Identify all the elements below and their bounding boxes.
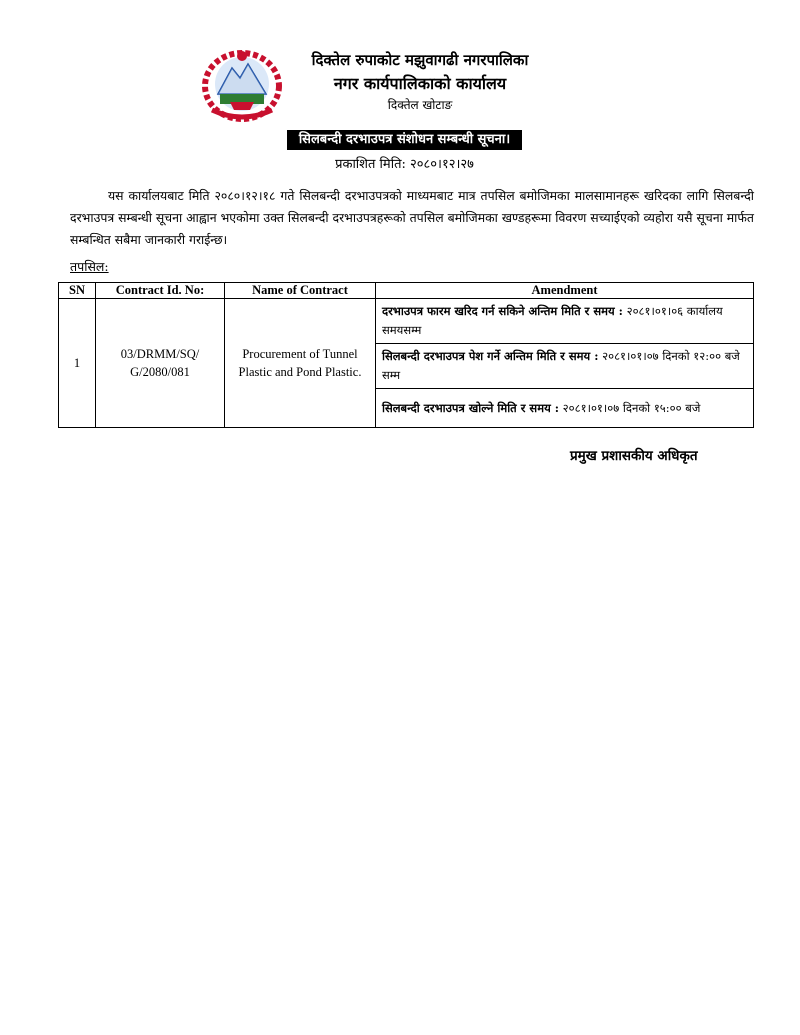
amendment-label: सिलबन्दी दरभाउपत्र खोल्ने मिति र समय :: [382, 400, 560, 415]
header-contract-id: Contract Id. No:: [96, 283, 225, 299]
notice-body: यस कार्यालयबाट मिति २०८०।१२।१८ गते सिलबन्दी दरभाउपत्रको माध्यमबाट मात्र तपसिल बमोजिमका मालसामानहरू खरिदका लागि सिलबन्दी दरभाउपत्र सम्बन्धी सूचना आह्वान भएकोमा उक्त सिलबन्दी दरभाउपत्रहरूको तपसिल बमोजिमका खण्डहरूमा विवरण सच्याईएको व्यहोरा यसै सूचना मार्फत सम्बन्धित सबैमा जानकारी गराईन्छ।: [70, 188, 754, 247]
nepal-emblem-icon: [200, 44, 284, 124]
amendment-label: दरभाउपत्र फारम खरिद गर्न सकिने अन्तिम मिति र समय :: [382, 304, 623, 318]
amendment-table: [58, 282, 754, 428]
table-row: [59, 299, 754, 344]
cell-contract-id: 03/DRMM/SQ/ G/2080/081: [96, 299, 225, 428]
amendment-label: सिलबन्दी दरभाउपत्र पेश गर्ने अन्तिम मिति र समय :: [382, 349, 599, 363]
office-location: दिक्तेल खोटाङ: [387, 98, 453, 112]
cell-sn: 1: [59, 299, 96, 428]
signatory-title: प्रमुख प्रशासकीय अधिकृत: [570, 448, 698, 464]
tapsil-label: तपसिल:: [70, 259, 109, 274]
published-date: प्रकाशित मिति: २०८०।१२।२७: [335, 157, 474, 172]
amendment-value: २०८१।०१।०६ कार्यालय समयसम्म: [382, 304, 723, 337]
cell-contract-name: Procurement of Tunnel Plastic and Pond Plastic.: [225, 299, 376, 428]
header-contract-name: Name of Contract: [225, 283, 376, 299]
amendment-item: [376, 344, 754, 389]
municipality-name: दिक्तेल रुपाकोट मझुवागढी नगरपालिका: [311, 51, 529, 69]
table-header-row: [59, 283, 754, 299]
amendment-value: २०८१।०१।०७ दिनको १५:०० बजे: [559, 400, 701, 415]
amendment-item: [376, 299, 754, 344]
amendment-value: २०८१।०१।०७ दिनको १२:०० बजे सम्म: [382, 349, 740, 382]
amendment-item: [376, 389, 754, 428]
header-amendment: Amendment: [376, 283, 754, 299]
notice-title: सिलबन्दी दरभाउपत्र संशोधन सम्बन्धी सूचना।: [287, 130, 522, 150]
office-name: नगर कार्यपालिकाको कार्यालय: [333, 74, 507, 93]
header-sn: SN: [59, 283, 96, 299]
